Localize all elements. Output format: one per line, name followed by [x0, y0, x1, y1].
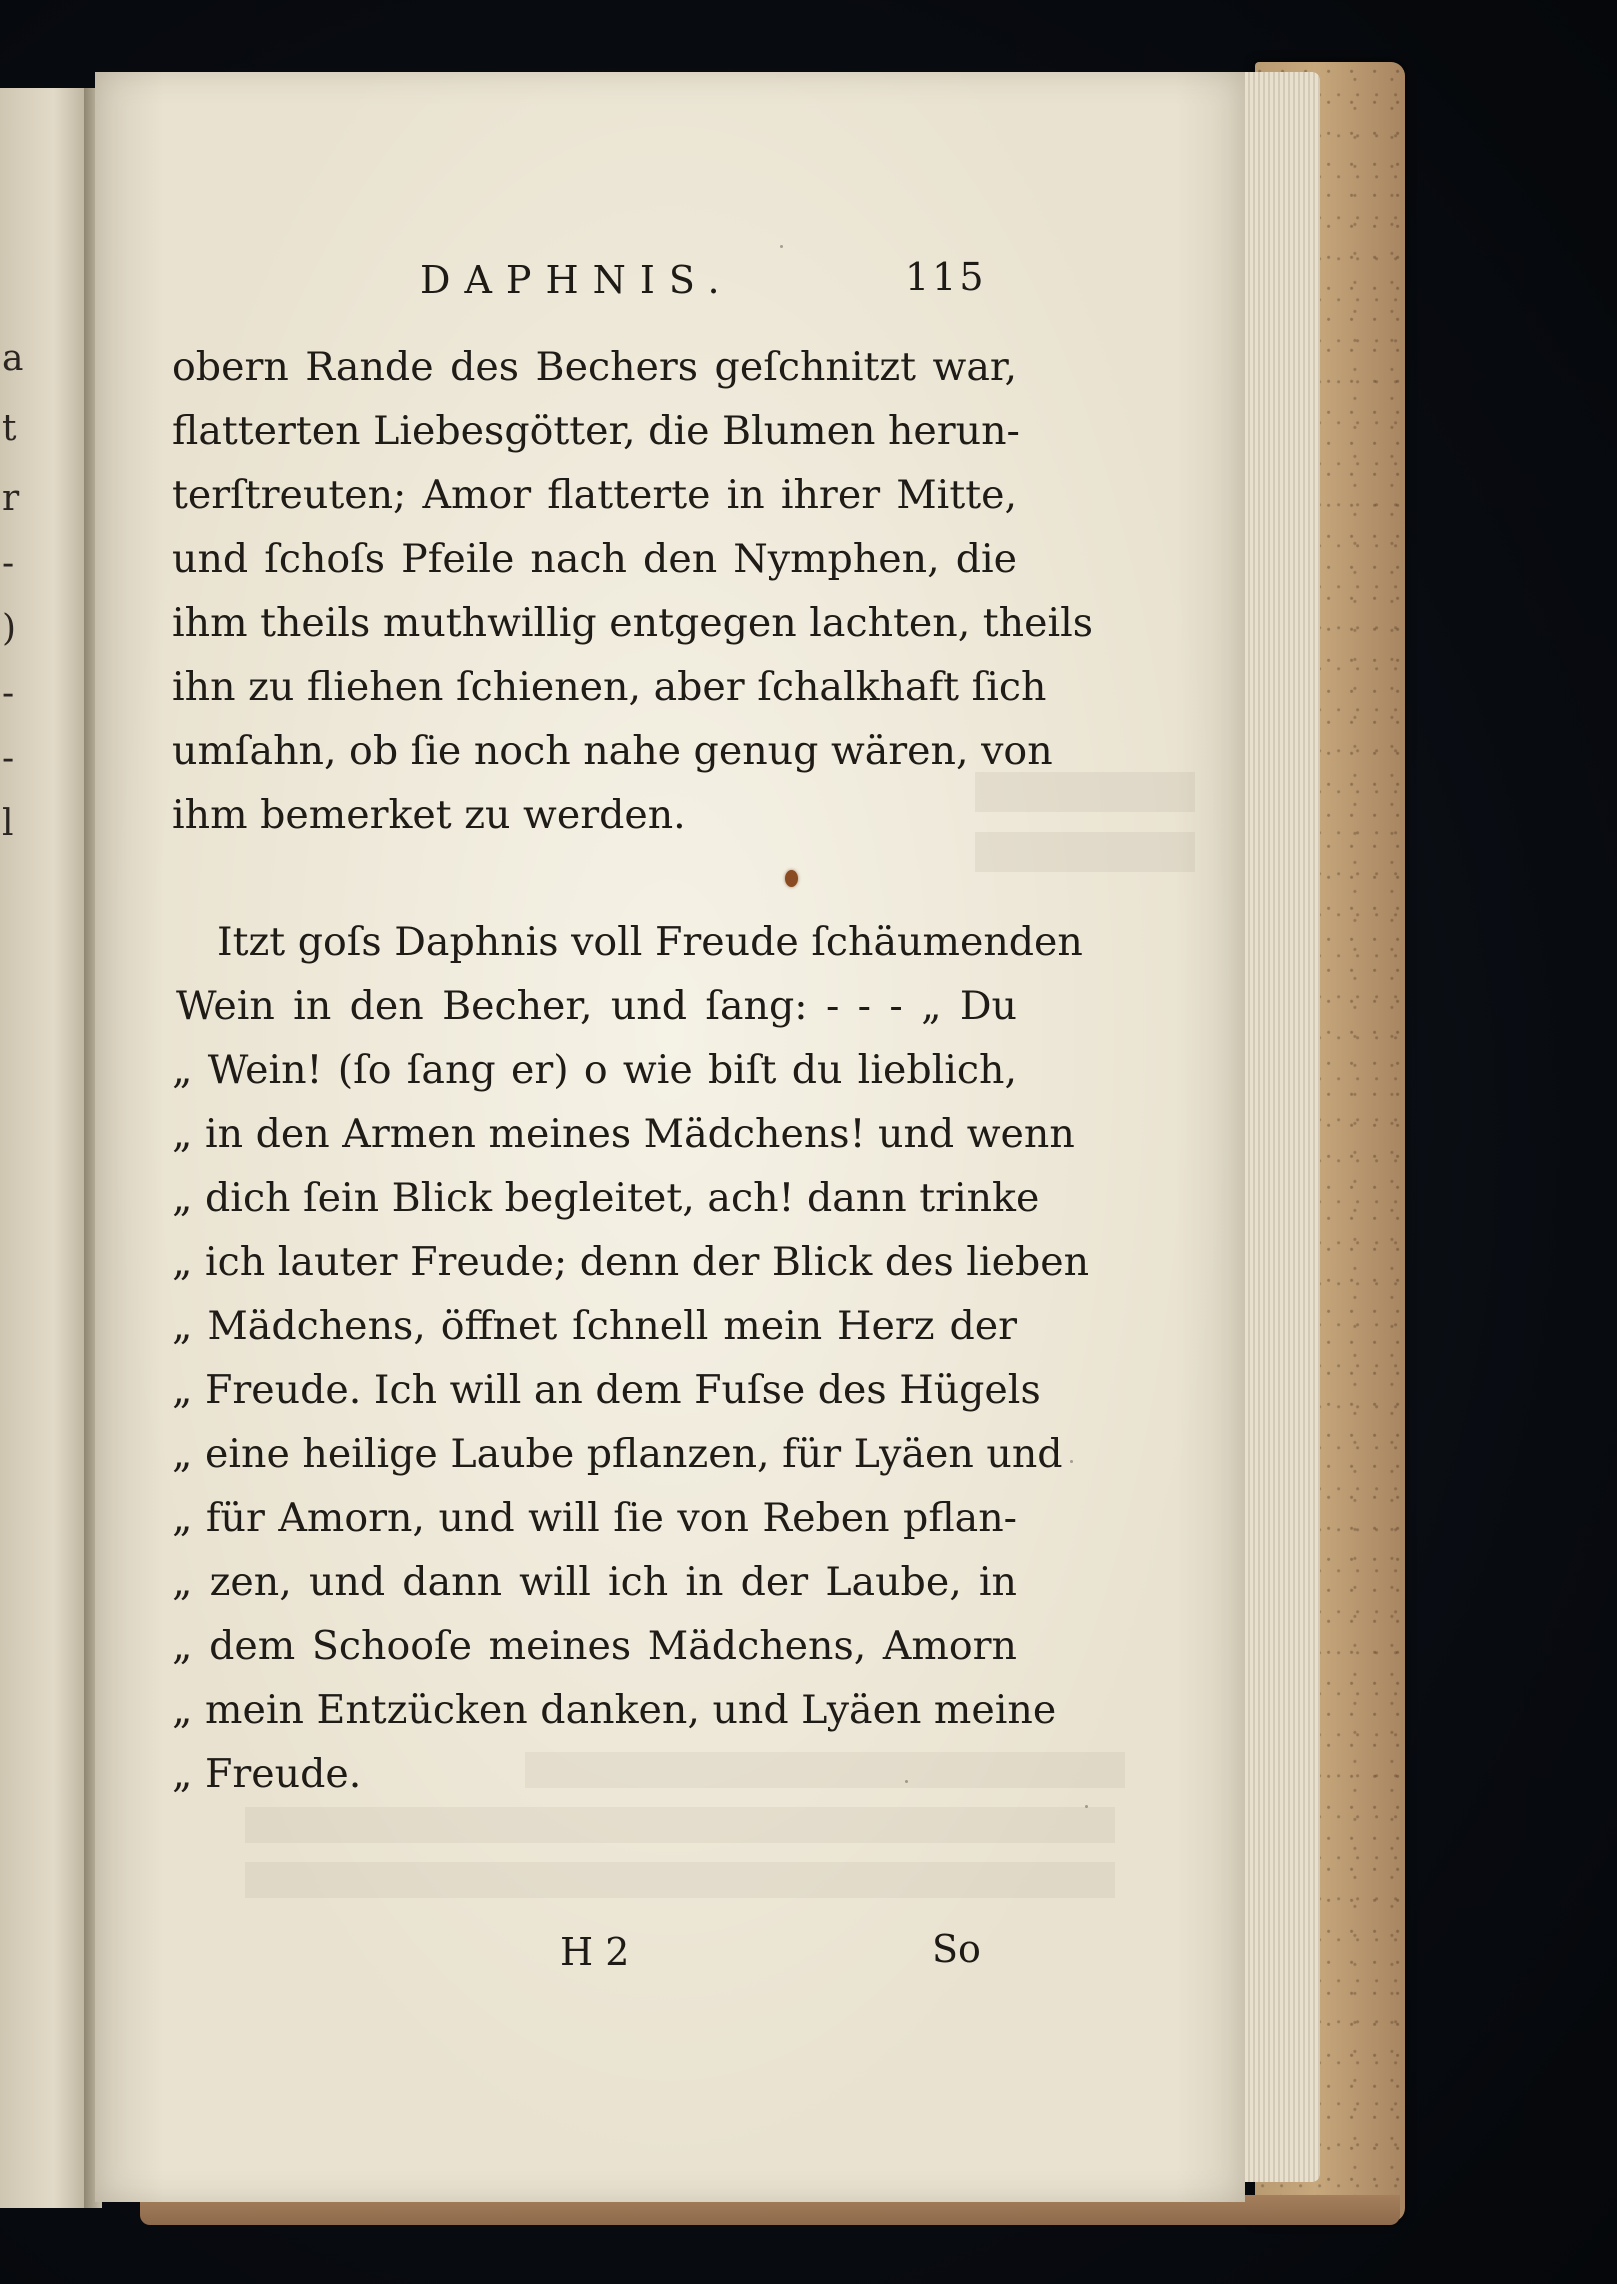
facing-page-glyph: ): [2, 608, 17, 649]
facing-page-glyph: r: [2, 478, 20, 519]
paragraph-start-line: Itzt goſs Daphnis voll Freude ſchäumenden: [217, 919, 1083, 965]
text-line: obern Rande des Bechers geſchnitzt war,: [172, 344, 1017, 390]
text-line: „ dem Schooſe meines Mädchens, Amorn: [172, 1623, 1017, 1669]
text-line: „ Freude. Ich will an dem Fuſse des Hügels: [172, 1367, 1041, 1413]
paper-speck: [780, 245, 783, 248]
text-line: Wein in den Becher, und ſang: - - - „ Du: [176, 983, 1017, 1029]
text-line: „ ich lauter Freude; denn der Blick des lieben: [172, 1239, 1090, 1285]
facing-page-glyph: -: [2, 543, 15, 584]
facing-page-glyph: -: [2, 738, 15, 779]
running-title: DAPHNIS.: [420, 258, 734, 302]
signature-mark: H 2: [560, 1930, 630, 1974]
facing-page-glyph: t: [2, 408, 17, 449]
text-line: umſahn, ob ſie noch nahe genug wären, von: [172, 728, 1053, 774]
paper-speck: [1070, 1460, 1073, 1463]
facing-page-glyph: -: [2, 673, 15, 714]
facing-page: [0, 88, 90, 2208]
text-line: „ eine heilige Laube pflanzen, für Lyäen und: [172, 1431, 1063, 1477]
text-line: flatterten Liebesgötter, die Blumen herun-: [172, 408, 1020, 454]
catchword: So: [932, 1927, 981, 1971]
facing-page-glyph: a: [2, 338, 24, 379]
paper-speck: [905, 1780, 908, 1783]
text-line: ihm bemerket zu werden.: [172, 792, 686, 838]
text-line: „ in den Armen meines Mädchens! und wenn: [172, 1111, 1075, 1157]
facing-page-glyph: l: [2, 803, 14, 844]
text-line: „ dich ſein Blick begleitet, ach! dann trinke: [172, 1175, 1040, 1221]
text-line: ihm theils muthwillig entgegen lachten, theils: [172, 600, 1094, 646]
ink-stain: [785, 870, 798, 887]
text-line: „ für Amorn, und will ſie von Reben pflan-: [172, 1495, 1017, 1541]
text-line: „ Wein! (ſo ſang er) o wie biſt du lieblich,: [172, 1047, 1017, 1093]
page-number: 115: [905, 255, 987, 299]
text-line: und ſchoſs Pfeile nach den Nymphen, die: [172, 536, 1017, 582]
show-through: [245, 1862, 1115, 1898]
text-line: „ Freude.: [172, 1751, 362, 1797]
show-through: [245, 1807, 1115, 1843]
text-line: „ zen, und dann will ich in der Laube, in: [172, 1559, 1017, 1605]
text-line: „ Mädchens, öffnet ſchnell mein Herz der: [172, 1303, 1017, 1349]
text-line: terſtreuten; Amor flatterte in ihrer Mitte,: [172, 472, 1017, 518]
text-line: ihn zu fliehen ſchienen, aber ſchalkhaft ſich: [172, 664, 1047, 710]
text-line: „ mein Entzücken danken, und Lyäen meine: [172, 1687, 1057, 1733]
paper-speck: [1085, 1805, 1088, 1808]
